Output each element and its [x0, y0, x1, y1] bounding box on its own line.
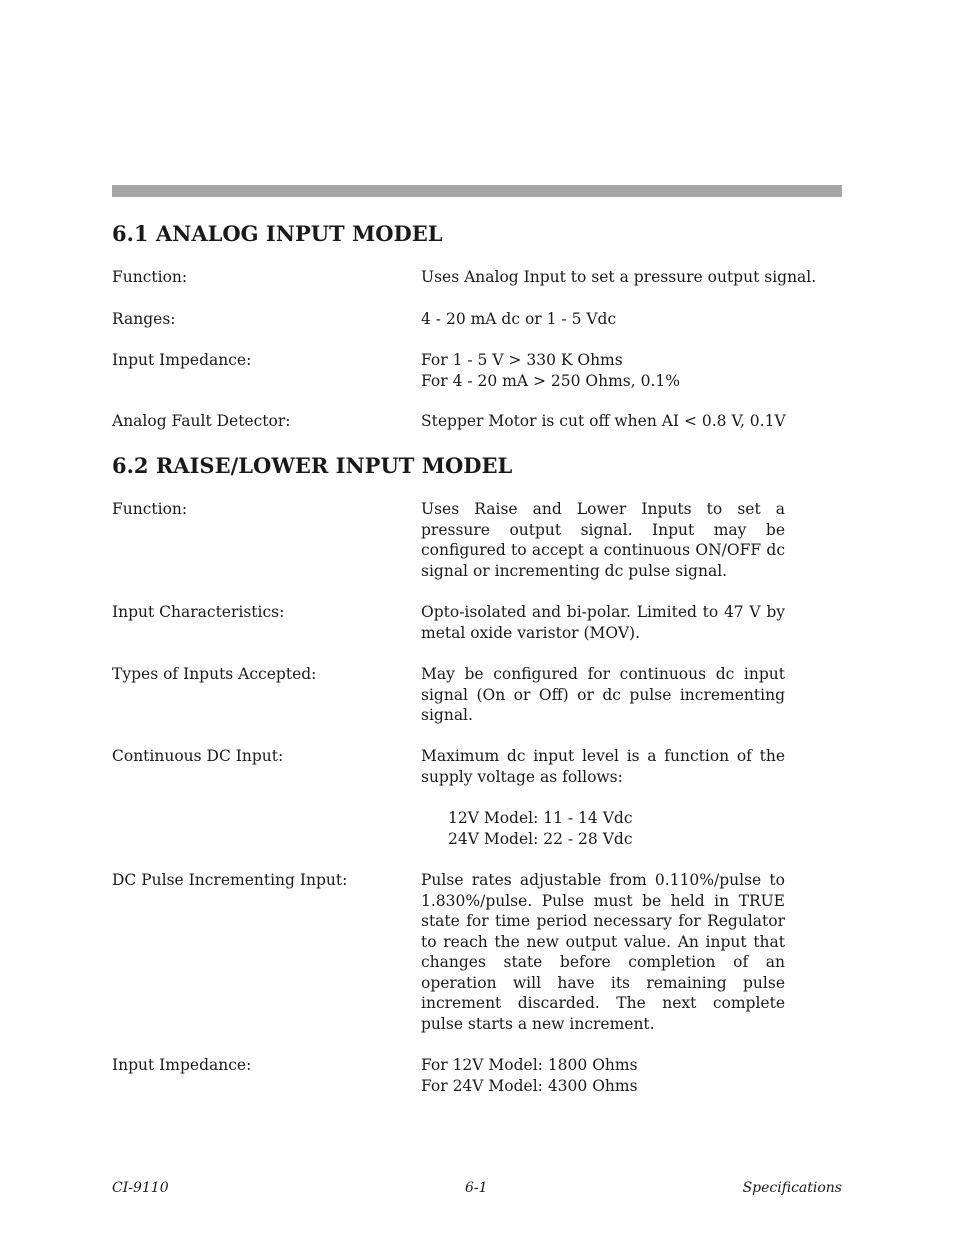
label-input-impedance: Input Impedance:: [112, 1056, 252, 1074]
label-continuous-dc-input: Continuous DC Input:: [112, 747, 284, 765]
model-line: 12V Model: 11 - 14 Vdc: [448, 809, 633, 827]
label-analog-fault-detector: Analog Fault Detector:: [112, 412, 291, 430]
footer-section-name: Specifications: [742, 1180, 842, 1196]
value-types-of-inputs: May be configured for continuous dc input signal (On or Off) or dc pulse incrementing signal.: [421, 665, 785, 724]
label-input-impedance: Input Impedance:: [112, 351, 252, 369]
value-input-impedance: [421, 1055, 638, 1096]
footer-page-number: 6-1: [465, 1180, 488, 1196]
value-dc-pulse-incrementing: Pulse rates adjustable from 0.110%/pulse to 1.830%/pulse. Pulse must be held in TRUE state for time period necessary for Regulator to reach the new output value. An input that changes state before completion of an operation will have its remaining pulse increment discarded. The next complete pulse starts a new increment.: [421, 871, 785, 1033]
value-line: For 4 - 20 mA > 250 Ohms, 0.1%: [421, 371, 680, 390]
label-ranges: Ranges:: [112, 310, 176, 328]
value-input-impedance: [421, 350, 680, 391]
value-line: For 1 - 5 V > 330 K Ohms: [421, 351, 623, 369]
value-line: For 12V Model: 1800 Ohms: [421, 1056, 638, 1074]
value-line: For 24V Model: 4300 Ohms: [421, 1076, 638, 1095]
value-continuous-dc-input: Maximum dc input level is a function of the supply voltage as follows:: [421, 747, 785, 786]
header-rule: [112, 185, 842, 197]
label-input-characteristics: Input Characteristics:: [112, 603, 285, 621]
value-line: 4 - 20 mA dc or 1 - 5 Vdc: [421, 310, 617, 328]
label-types-of-inputs: Types of Inputs Accepted:: [112, 665, 317, 683]
label-function: Function:: [112, 500, 188, 518]
section-heading-raise-lower: 6.2 RAISE/LOWER INPUT MODEL: [112, 453, 513, 478]
label-dc-pulse-incrementing: DC Pulse Incrementing Input:: [112, 871, 348, 889]
value-line: Uses Analog Input to set a pressure output signal.: [421, 268, 817, 286]
label-function: Function:: [112, 268, 188, 286]
value-analog-fault-detector: [421, 411, 786, 432]
section-heading-analog: 6.1 ANALOG INPUT MODEL: [112, 221, 443, 246]
value-model-list: [421, 808, 633, 849]
model-line: 24V Model: 22 - 28 Vdc: [448, 829, 633, 848]
footer-doc-id: CI-9110: [112, 1180, 169, 1196]
value-line: Stepper Motor is cut off when AI < 0.8 V, 0.1V: [421, 412, 786, 430]
value-ranges: [421, 309, 616, 330]
value-function: [421, 267, 816, 288]
value-input-characteristics: Opto-isolated and bi-polar. Limited to 47 V by metal oxide varistor (MOV).: [421, 603, 785, 642]
value-function: Uses Raise and Lower Inputs to set a pressure output signal. Input may be configured to accept a continuous ON/OFF dc signal or incrementing dc pulse signal.: [421, 500, 785, 580]
